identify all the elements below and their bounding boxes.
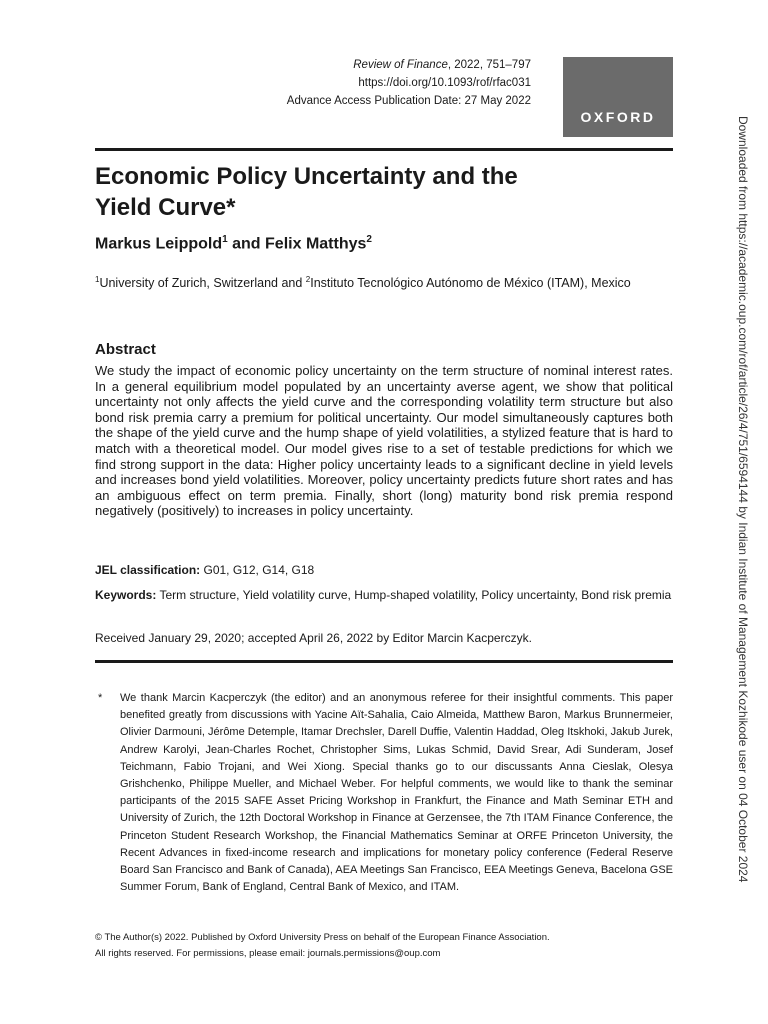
- abstract-text: We study the impact of economic policy uncertainty on the term structure of nominal interest rates. In a general equilibrium model populated by an uncertainty averse agent, we show that political uncertainty not only affects the yield curve and the corresponding volatility term structure but also bond risk premia carry a premium for political uncertainty. Our model simultaneously captures both the shape of the yield curve and the hump shape of yield volatilities, a stylized feature that is hard to match with a theoretical model. Our model gives rise to a set of testable predictions for which we find strong support in the data: Higher policy uncertainty leads to a significant decline in yield levels and increases bond yield volatilities. Moreover, policy uncertainty predicts future short rates and has an ambiguous effect on term premia. Finally, short (long) maturity bond risk premia respond negatively (positively) to increases in policy uncertainty.: [95, 363, 673, 519]
- author-1-affil-marker: 1: [222, 234, 228, 245]
- journal-name: Review of Finance: [353, 59, 448, 71]
- oxford-logo: [563, 57, 673, 137]
- copyright-line-2: All rights reserved. For permissions, please email: journals.permissions@oup.com: [95, 947, 441, 959]
- download-watermark: [734, 116, 750, 906]
- download-watermark-text: Downloaded from https://academic.oup.com/rof/article/26/4/751/6594144 by Indian Institute of Management Kozhikode user on 04 October 2024: [736, 116, 750, 883]
- journal-citation: [287, 56, 531, 110]
- footnote-marker: *: [98, 692, 103, 704]
- access-date: Advance Access Publication Date: 27 May 2022: [286, 95, 531, 107]
- author-separator: and: [227, 235, 266, 253]
- affil-marker-1: 1: [95, 275, 100, 284]
- affiliations: [95, 271, 673, 292]
- affil-marker-2: 2: [305, 275, 311, 284]
- title-line-1: Economic Policy Uncertainty and the: [95, 163, 518, 190]
- paper-title: [95, 161, 655, 223]
- journal-line: [287, 56, 531, 74]
- oxford-logo-text: OXFORD: [580, 109, 656, 125]
- author-2-affil-marker: 2: [366, 234, 372, 245]
- keywords-list: Term structure, Yield volatility curve, Hump-shaped volatility, Policy uncertainty, Bond risk premia: [156, 588, 672, 602]
- keywords-label: Keywords:: [95, 588, 157, 602]
- acknowledgement-footnote: [95, 690, 673, 896]
- received-dates: Received January 29, 2020; accepted April 26, 2022 by Editor Marcin Kacperczyk.: [95, 631, 532, 645]
- copyright-notice: [95, 930, 673, 961]
- jel-classification: [95, 563, 314, 577]
- keywords: [95, 586, 673, 605]
- author-list: [95, 234, 372, 253]
- abstract-heading: Abstract: [95, 341, 156, 358]
- footnote-text: We thank Marcin Kacperczyk (the editor) and an anonymous referee for their insightful comments. This paper benefited greatly from discussions with Yacine Aït-Sahalia, Caio Almeida, Matthew Baron, Markus Brunnermeier, Olivier Darmouni, Jérôme Detemple, Itamar Drechsler, Darell Duffie, Valentin Haddad, Oleg Itskhoki, Jakub Jurek, Andrew Karolyi, Jean-Charles Rochet, Christopher Sims, Lukas Schmid, David Srear, Adi Sunderam, Josef Teichmann, Fabio Trojani, and Wei Xiong. Special thanks go to our discussants Anna Cieslak, Olesya Grishchenko, Philippe Mueller, and Michael Weber. For helpful comments, we would like to thank the seminar participants of the 2015 SAFE Asset Pricing Workshop in Frankfurt, the Finance and Math Seminar ETH and University of Zurich, the 12th Doctoral Workshop in Finance at Gerzensee, the 7th ITAM Finance Conference, the Princeton Student Research Workshop, the Financial Mathematics Seminar at ORFE Princeton University, the Recent Advances in fixed-income research and implications for monetary policy conference (Federal Reserve Board San Francisco and Bank of Canada), AEA Meetings San Francisco, EEA Meetings Geneva, Bacelona GSE Summer Forum, Bank of England, Central Bank of Mexico, and ITAM.: [120, 692, 673, 894]
- jel-codes: G01, G12, G14, G18: [200, 563, 315, 577]
- doi-link[interactable]: https://doi.org/10.1093/rof/rfac031: [358, 77, 531, 89]
- title-line-2: Yield Curve*: [95, 194, 236, 221]
- jel-label: JEL classification:: [95, 563, 201, 577]
- journal-volume-pages: , 2022, 751–797: [447, 59, 531, 71]
- author-1: Markus Leippold: [95, 235, 223, 253]
- top-rule: [95, 148, 673, 151]
- affiliation-2: Instituto Tecnológico Autónomo de México (ITAM), Mexico: [310, 276, 631, 291]
- copyright-line-1: © The Author(s) 2022. Published by Oxford University Press on behalf of the European Finance Association.: [95, 932, 550, 943]
- author-2: Felix Matthys: [265, 235, 367, 253]
- affiliation-1: University of Zurich, Switzerland and: [99, 276, 306, 291]
- bottom-rule: [95, 660, 673, 663]
